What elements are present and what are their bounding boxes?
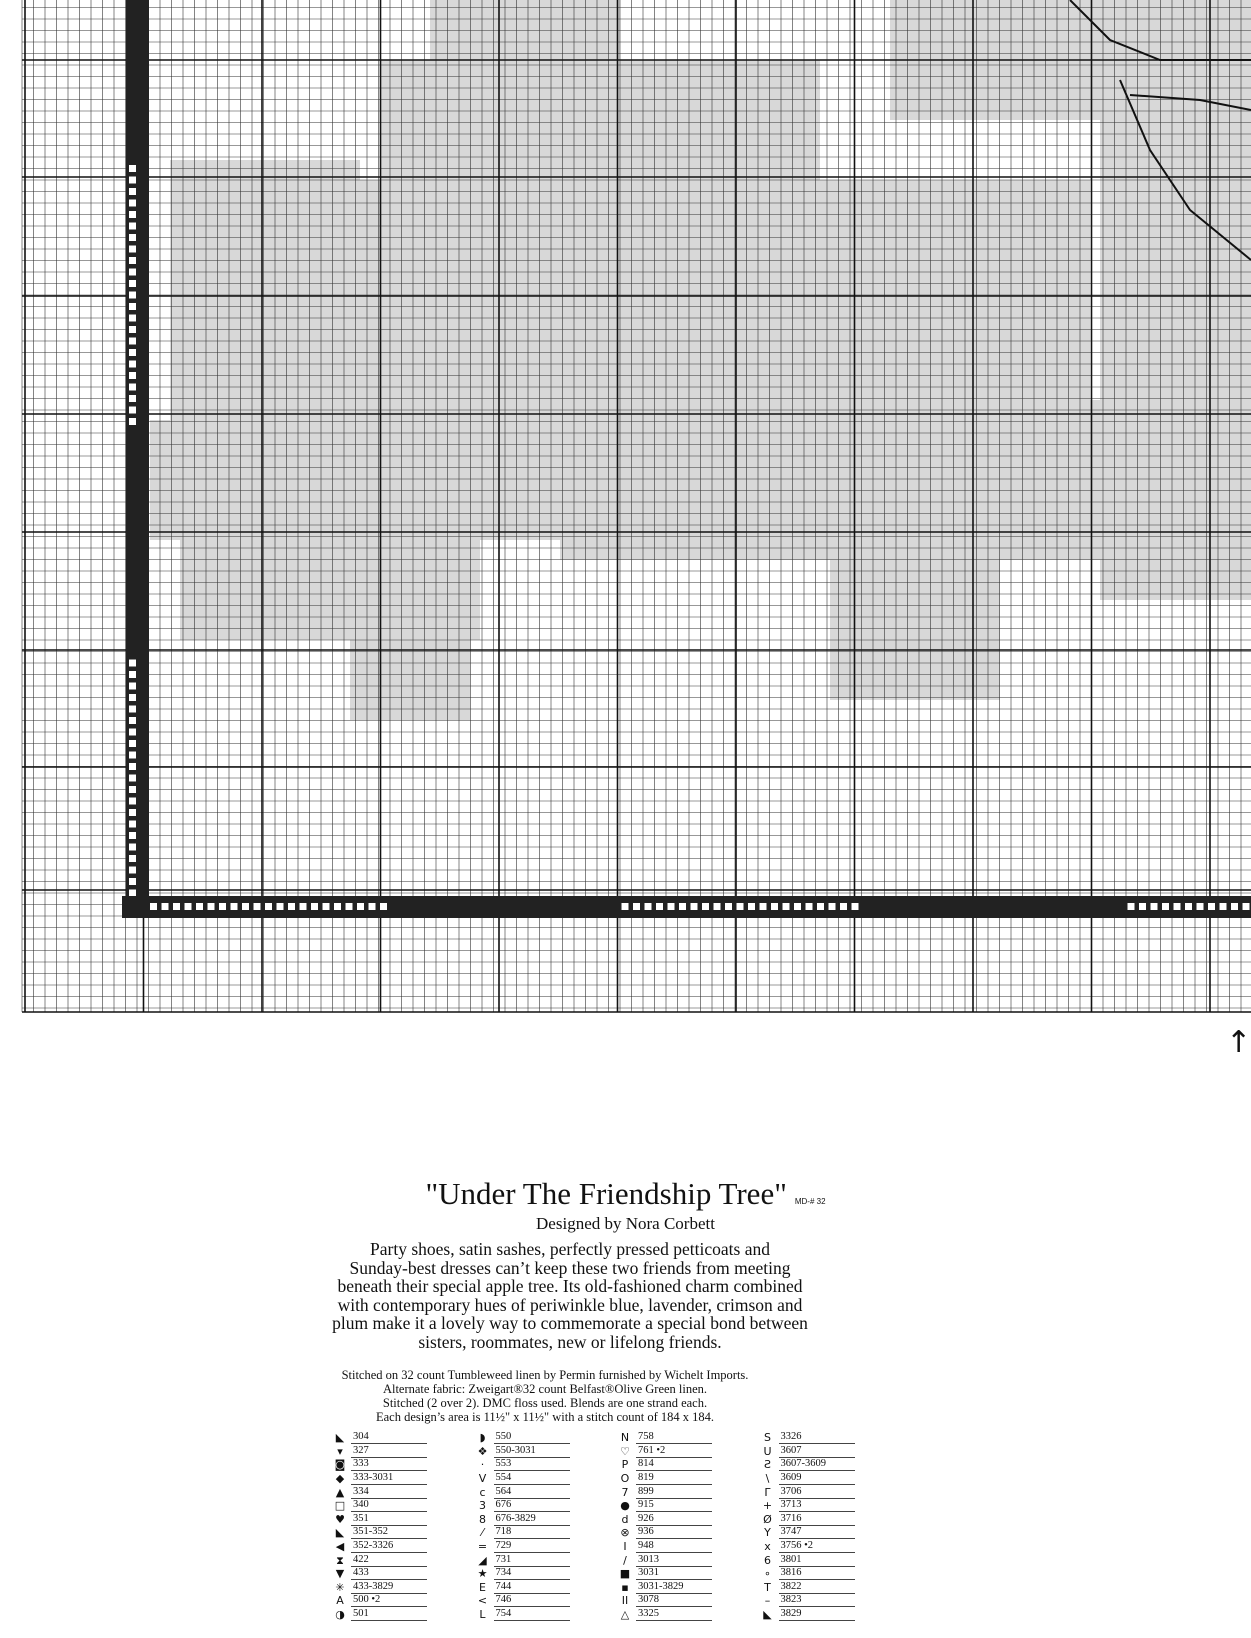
floss-number: 3031 — [636, 1567, 712, 1580]
floss-number: 899 — [636, 1486, 712, 1499]
border-square — [679, 903, 686, 910]
key-row — [757, 1431, 860, 1445]
floss-number: 718 — [494, 1526, 570, 1539]
key-symbol-icon: ★ — [477, 1567, 488, 1581]
key-row — [614, 1608, 717, 1622]
floss-number: 915 — [636, 1499, 712, 1512]
floss-number: 333 — [351, 1458, 427, 1471]
pattern-description — [250, 1240, 890, 1351]
stitched-area — [1100, 120, 1251, 600]
border-square — [806, 903, 813, 910]
key-column — [614, 1431, 717, 1631]
border-square — [346, 903, 353, 910]
key-symbol-icon: 8 — [479, 1512, 486, 1526]
border-square — [129, 683, 136, 690]
border-square — [129, 890, 136, 897]
key-row — [757, 1485, 860, 1499]
key-symbol-icon: ◀ — [335, 1540, 345, 1554]
border-square — [129, 671, 136, 678]
border-square — [129, 660, 136, 667]
border-square — [129, 832, 136, 839]
key-row — [329, 1553, 432, 1567]
stitching-details — [250, 1368, 840, 1424]
border-square — [150, 903, 157, 910]
border-square — [311, 903, 318, 910]
key-row — [472, 1499, 575, 1513]
key-symbol-icon: ■ — [619, 1567, 631, 1581]
floss-number: 948 — [636, 1540, 712, 1553]
key-row — [329, 1458, 432, 1472]
details-line: Each design’s area is 11½" x 11½" with a stitch count of 184 x 184. — [375, 1410, 715, 1424]
border-square — [1197, 903, 1204, 910]
key-symbol-icon: ▾ — [337, 1444, 343, 1458]
border-square — [771, 903, 778, 910]
floss-number: 3607 — [779, 1445, 855, 1458]
border-square — [129, 269, 136, 276]
key-row — [472, 1553, 575, 1567]
border-square — [129, 763, 136, 770]
stitched-area — [430, 0, 620, 60]
key-row — [472, 1513, 575, 1527]
key-row — [614, 1553, 717, 1567]
border-square — [1128, 903, 1135, 910]
key-row — [757, 1553, 860, 1567]
key-row — [757, 1499, 860, 1513]
border-square — [1174, 903, 1181, 910]
floss-number: 422 — [351, 1554, 427, 1567]
key-symbol-icon: Ø — [763, 1512, 772, 1526]
key-symbol-icon: ✳ — [335, 1580, 345, 1594]
key-row — [472, 1458, 575, 1472]
description-line: plum make it a lovely way to commemorate a special bond between — [332, 1313, 808, 1333]
floss-number: 3078 — [636, 1594, 712, 1607]
key-symbol-icon: N — [620, 1431, 630, 1445]
key-row — [472, 1485, 575, 1499]
floss-number: 731 — [494, 1554, 570, 1567]
description-line: Party shoes, satin sashes, perfectly pressed petticoats and — [370, 1239, 770, 1259]
border-square — [323, 903, 330, 910]
floss-number: 3823 — [779, 1594, 855, 1607]
border-square — [668, 903, 675, 910]
border-square — [129, 292, 136, 299]
key-row — [757, 1445, 860, 1459]
floss-number: 3822 — [779, 1581, 855, 1594]
border-square — [129, 384, 136, 391]
border-square — [129, 844, 136, 851]
stitched-area — [830, 560, 1000, 700]
border-square — [714, 903, 721, 910]
border-square — [196, 903, 203, 910]
floss-number: 746 — [494, 1594, 570, 1607]
key-row — [614, 1445, 717, 1459]
key-symbol-icon: · — [480, 1458, 485, 1472]
floss-number: 3816 — [779, 1567, 855, 1580]
floss-number: 744 — [494, 1581, 570, 1594]
border-square — [129, 200, 136, 207]
key-symbol-icon: ◗ — [479, 1431, 486, 1445]
key-symbol-icon: 6 — [764, 1553, 771, 1567]
floss-number: 926 — [636, 1513, 712, 1526]
border-square — [129, 786, 136, 793]
key-row — [757, 1472, 860, 1486]
floss-number: 729 — [494, 1540, 570, 1553]
border-square — [129, 809, 136, 816]
floss-number: 3031-3829 — [636, 1581, 712, 1594]
key-row — [757, 1526, 860, 1540]
key-row — [329, 1594, 432, 1608]
floss-number: 3829 — [779, 1608, 855, 1621]
border-square — [173, 903, 180, 910]
key-row — [472, 1431, 575, 1445]
border-square — [129, 878, 136, 885]
key-symbol-icon: = — [477, 1540, 488, 1554]
details-line: Stitched (2 over 2). DMC floss used. Blends are one strand each. — [382, 1396, 708, 1410]
key-symbol-icon: ∘ — [764, 1567, 771, 1581]
floss-number: 676-3829 — [494, 1513, 570, 1526]
border-square — [1185, 903, 1192, 910]
key-symbol-icon: T — [764, 1580, 771, 1594]
border-square — [162, 903, 169, 910]
border-square — [129, 188, 136, 195]
key-row — [472, 1594, 575, 1608]
border-square — [231, 903, 238, 910]
floss-number: 3013 — [636, 1554, 712, 1567]
key-symbol-icon: A — [336, 1594, 344, 1608]
key-symbol-icon: U — [763, 1444, 772, 1458]
border-square — [129, 246, 136, 253]
key-symbol-icon: Y — [764, 1526, 771, 1540]
floss-key — [329, 1431, 859, 1631]
details-line: Stitched on 32 count Tumbleweed linen by Permin furnished by Wichelt Imports. — [341, 1368, 749, 1382]
floss-number: 3713 — [779, 1499, 855, 1512]
key-row — [329, 1472, 432, 1486]
key-row — [329, 1581, 432, 1595]
key-symbol-icon: ▲ — [335, 1485, 345, 1499]
key-symbol-icon: ◣ — [335, 1526, 345, 1540]
center-arrow-icon: ↑ — [1226, 1025, 1251, 1060]
border-square — [645, 903, 652, 910]
key-row — [614, 1513, 717, 1527]
border-square — [129, 740, 136, 747]
design-code: MD-# 32 — [794, 1197, 826, 1206]
floss-number: 340 — [351, 1499, 427, 1512]
border-square — [129, 165, 136, 172]
border-square — [129, 177, 136, 184]
border-square — [288, 903, 295, 910]
border-square — [633, 903, 640, 910]
floss-number: 550-3031 — [494, 1445, 570, 1458]
border-square — [277, 903, 284, 910]
border-square — [129, 694, 136, 701]
key-symbol-icon: ❖ — [477, 1444, 488, 1458]
border-square — [129, 752, 136, 759]
key-row — [472, 1445, 575, 1459]
key-symbol-icon: S — [764, 1431, 771, 1445]
border-square — [702, 903, 709, 910]
key-symbol-icon: I — [623, 1540, 627, 1554]
key-symbol-icon: ● — [620, 1499, 630, 1513]
border-square — [129, 361, 136, 368]
border-square — [129, 867, 136, 874]
border-square — [129, 303, 136, 310]
key-row — [329, 1499, 432, 1513]
border-square — [242, 903, 249, 910]
key-symbol-icon: 3 — [479, 1499, 486, 1513]
key-row — [614, 1472, 717, 1486]
floss-number: 550 — [494, 1431, 570, 1444]
key-symbol-icon: ♡ — [620, 1444, 630, 1458]
key-row — [329, 1540, 432, 1554]
border-square — [129, 257, 136, 264]
key-row — [614, 1485, 717, 1499]
border-square — [129, 706, 136, 713]
border-square — [737, 903, 744, 910]
title-line — [0, 1176, 1251, 1212]
designer-credit: Designed by Nora Corbett — [536, 1214, 715, 1233]
key-symbol-icon: + — [762, 1499, 773, 1513]
border-square — [208, 903, 215, 910]
key-row — [757, 1513, 860, 1527]
floss-number: 433 — [351, 1567, 427, 1580]
floss-number: 676 — [494, 1499, 570, 1512]
description-line: sisters, roommates, new or lifelong friends. — [418, 1331, 722, 1352]
stitched-area — [170, 160, 360, 420]
floss-number: 3747 — [779, 1526, 855, 1539]
border-square — [300, 903, 307, 910]
key-symbol-icon: ⁄ — [481, 1526, 484, 1540]
key-row — [472, 1567, 575, 1581]
border-square — [760, 903, 767, 910]
border-square — [622, 903, 629, 910]
floss-number: 3607-3609 — [779, 1458, 855, 1471]
border-square — [852, 903, 859, 910]
border-square — [254, 903, 261, 910]
key-symbol-icon: L — [479, 1608, 486, 1622]
border-square — [129, 729, 136, 736]
details-line: Alternate fabric: Zweigart®32 count Belfast®Olive Green linen. — [382, 1382, 708, 1396]
key-symbol-icon: ♥ — [335, 1512, 345, 1526]
border-square — [1139, 903, 1146, 910]
border-square — [129, 280, 136, 287]
key-symbol-icon: ◙ — [334, 1458, 346, 1472]
description-line: with contemporary hues of periwinkle blue, lavender, crimson and — [337, 1294, 803, 1315]
floss-number: 3325 — [636, 1608, 712, 1621]
border-square — [129, 775, 136, 782]
floss-number: 936 — [636, 1526, 712, 1539]
key-symbol-icon: □ — [334, 1499, 346, 1513]
description-line: beneath their special apple tree. Its old-fashioned charm combined — [337, 1276, 803, 1296]
border-square — [129, 223, 136, 230]
border-square — [129, 821, 136, 828]
border-square — [129, 798, 136, 805]
border-square — [1151, 903, 1158, 910]
title-block — [0, 1176, 1251, 1234]
floss-number: 819 — [636, 1472, 712, 1485]
key-row — [329, 1431, 432, 1445]
key-symbol-icon: c — [479, 1485, 486, 1499]
key-symbol-icon: – — [764, 1594, 771, 1608]
key-symbol-icon: V — [478, 1472, 487, 1486]
floss-number: 761 •2 — [636, 1445, 712, 1458]
key-symbol-icon: ◣ — [763, 1608, 772, 1622]
floss-number: 554 — [494, 1472, 570, 1485]
border-square — [783, 903, 790, 910]
border-square — [129, 855, 136, 862]
key-symbol-icon: ◣ — [335, 1431, 345, 1445]
key-row — [614, 1594, 717, 1608]
key-symbol-icon: E — [479, 1580, 486, 1594]
floss-number: 3756 •2 — [779, 1540, 855, 1553]
key-row — [614, 1581, 717, 1595]
floss-number: 814 — [636, 1458, 712, 1471]
key-symbol-icon: x — [764, 1540, 771, 1554]
key-symbol-icon: < — [477, 1594, 488, 1608]
border-square — [817, 903, 824, 910]
border-square — [1220, 903, 1227, 910]
floss-number: 501 — [351, 1608, 427, 1621]
key-row — [614, 1458, 717, 1472]
floss-number: 352-3326 — [351, 1540, 427, 1553]
border-square — [129, 315, 136, 322]
key-symbol-icon: II — [621, 1594, 629, 1608]
key-row — [757, 1567, 860, 1581]
key-symbol-icon: \ — [765, 1472, 770, 1486]
border-square — [1162, 903, 1169, 910]
floss-number: 754 — [494, 1608, 570, 1621]
stitched-area — [350, 620, 470, 720]
key-row — [614, 1526, 717, 1540]
border-square — [1208, 903, 1215, 910]
border-square — [219, 903, 226, 910]
key-column — [329, 1431, 432, 1631]
key-symbol-icon: ▪ — [621, 1580, 629, 1594]
key-column — [472, 1431, 575, 1631]
border-square — [691, 903, 698, 910]
border-square — [748, 903, 755, 910]
key-row — [472, 1581, 575, 1595]
border-square — [829, 903, 836, 910]
key-row — [329, 1526, 432, 1540]
key-symbol-icon: ⊗ — [620, 1526, 630, 1540]
border-square — [129, 717, 136, 724]
border-square — [1231, 903, 1238, 910]
border-square — [1243, 903, 1250, 910]
floss-number: 3801 — [779, 1554, 855, 1567]
border-square — [380, 903, 387, 910]
floss-number: 433-3829 — [351, 1581, 427, 1594]
key-row — [329, 1608, 432, 1622]
key-symbol-icon: O — [620, 1472, 630, 1486]
border-square — [357, 903, 364, 910]
key-row — [614, 1540, 717, 1554]
border-square — [794, 903, 801, 910]
floss-number: 351-352 — [351, 1526, 427, 1539]
floss-number: 3609 — [779, 1472, 855, 1485]
key-column — [757, 1431, 860, 1631]
key-row — [472, 1472, 575, 1486]
key-row — [757, 1581, 860, 1595]
border-square — [129, 338, 136, 345]
key-row — [757, 1594, 860, 1608]
key-symbol-icon: △ — [620, 1608, 630, 1622]
key-symbol-icon: ◢ — [478, 1553, 487, 1567]
key-symbol-icon: ⧗ — [336, 1553, 344, 1567]
key-symbol-icon: ◆ — [335, 1472, 345, 1486]
floss-number: 553 — [494, 1458, 570, 1471]
floss-number: 334 — [351, 1486, 427, 1499]
border-square — [129, 407, 136, 414]
description-line: Sunday-best dresses can’t keep these two friends from meeting — [349, 1257, 791, 1278]
key-symbol-icon: d — [621, 1512, 629, 1526]
key-row — [329, 1567, 432, 1581]
stitched-area — [350, 180, 1090, 420]
key-row — [472, 1608, 575, 1622]
border-square — [129, 349, 136, 356]
key-symbol-icon: Γ — [764, 1485, 771, 1499]
pattern-title: "Under The Friendship Tree" — [425, 1176, 787, 1211]
floss-number: 734 — [494, 1567, 570, 1580]
floss-number: 304 — [351, 1431, 427, 1444]
key-symbol-icon: P — [621, 1458, 629, 1472]
border-square — [129, 372, 136, 379]
floss-number: 564 — [494, 1486, 570, 1499]
key-row — [329, 1513, 432, 1527]
floss-number: 3706 — [779, 1486, 855, 1499]
key-symbol-icon: ◑ — [335, 1608, 345, 1622]
key-row — [614, 1567, 717, 1581]
border-square — [725, 903, 732, 910]
border-square — [129, 326, 136, 333]
border-square — [129, 234, 136, 241]
key-symbol-icon: ▼ — [335, 1567, 345, 1581]
key-row — [614, 1499, 717, 1513]
floss-number: 351 — [351, 1513, 427, 1526]
key-row — [472, 1540, 575, 1554]
floss-number: 3326 — [779, 1431, 855, 1444]
border-square — [185, 903, 192, 910]
key-row — [472, 1526, 575, 1540]
border-square — [129, 211, 136, 218]
key-row — [329, 1445, 432, 1459]
key-row — [757, 1458, 860, 1472]
key-symbol-icon: 7 — [621, 1485, 629, 1499]
key-symbol-icon: / — [623, 1553, 627, 1567]
key-row — [614, 1431, 717, 1445]
border-square — [369, 903, 376, 910]
key-row — [757, 1608, 860, 1622]
floss-number: 333-3031 — [351, 1472, 427, 1485]
border-square — [656, 903, 663, 910]
border-square — [129, 395, 136, 402]
stitched-area — [380, 60, 820, 180]
border-square — [265, 903, 272, 910]
key-row — [329, 1485, 432, 1499]
floss-number: 500 •2 — [351, 1594, 427, 1607]
floss-number: 327 — [351, 1445, 427, 1458]
key-symbol-icon: Ƨ — [764, 1458, 771, 1472]
border-square — [129, 418, 136, 425]
border-square — [840, 903, 847, 910]
floss-number: 3716 — [779, 1513, 855, 1526]
border-square — [334, 903, 341, 910]
floss-number: 758 — [636, 1431, 712, 1444]
key-row — [757, 1540, 860, 1554]
